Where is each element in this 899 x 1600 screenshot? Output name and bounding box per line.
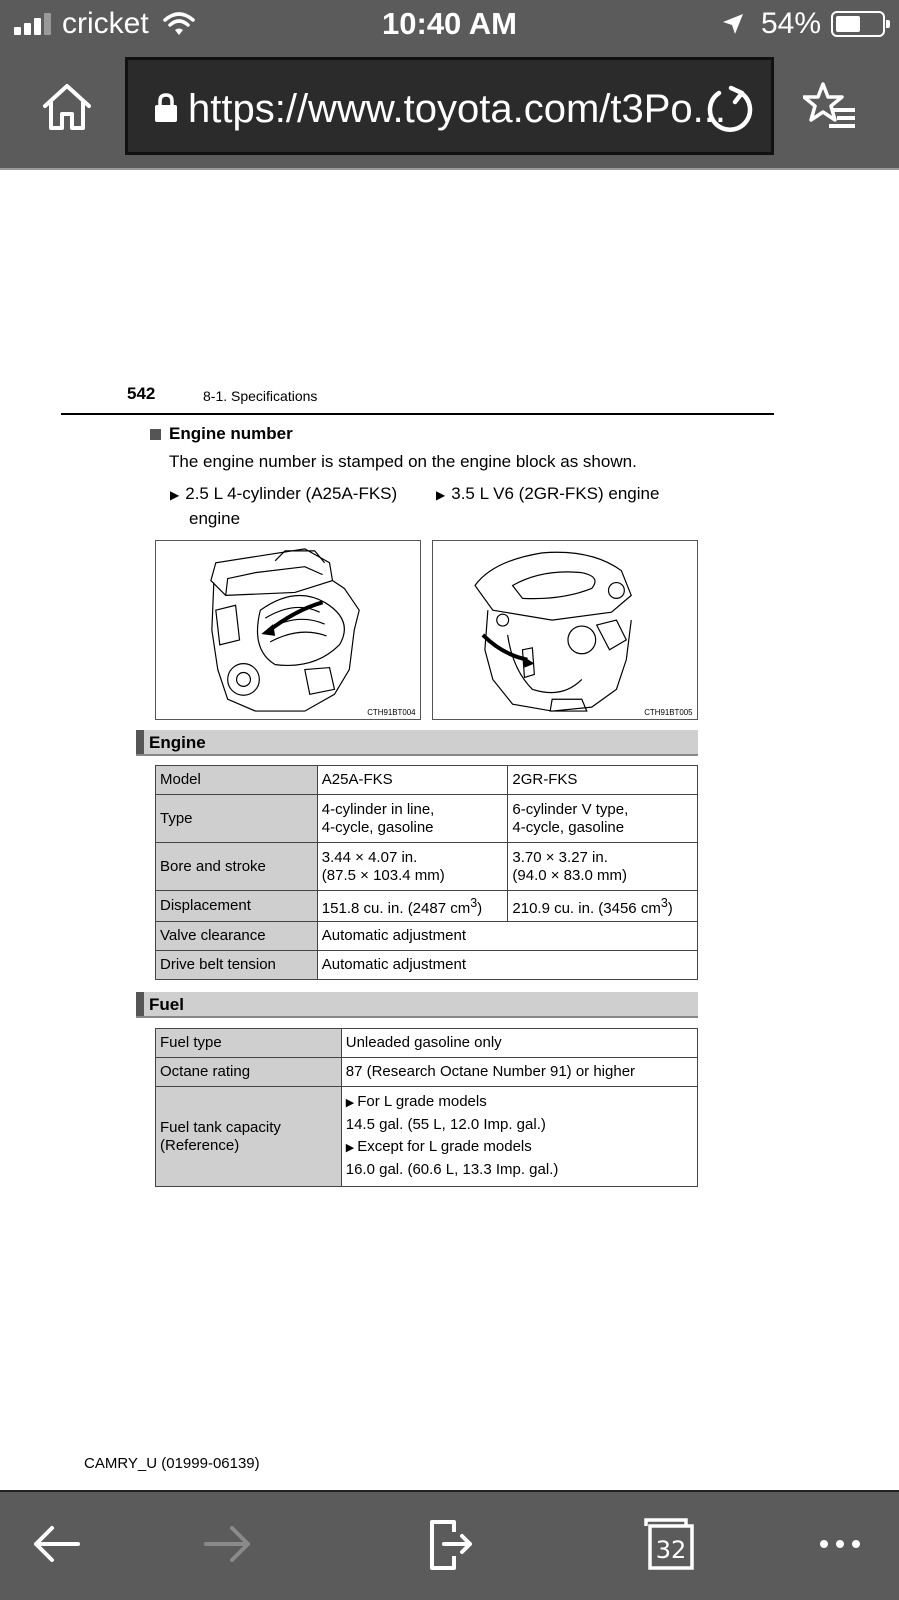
bullet-2grfks-text: 3.5 L V6 (2GR-FKS) engine [451,484,660,503]
location-arrow-icon [721,12,745,36]
table-row [156,1029,698,1058]
document-footer-code: CAMRY_U (01999-06139) [84,1455,260,1472]
cell-line [346,1091,693,1114]
fuel-section-header [136,992,698,1018]
cell-line: 6-cylinder V type, [512,800,629,818]
cell-value: 2GR-FKS [508,766,698,795]
cell-text: Except for L grade models [357,1138,532,1155]
cell-value [508,843,698,891]
row-label: Octane rating [156,1058,342,1087]
cell-line: 14.5 gal. (55 L, 12.0 Imp. gal.) [345,1116,546,1133]
engine-a25a-drawing [156,541,420,719]
status-right-group [721,6,885,42]
header-divider [61,413,774,415]
triangle-bullet-icon: ▶ [345,1097,355,1109]
table-row [156,951,698,980]
row-label [156,1087,342,1187]
engine-section-header [136,730,698,756]
battery-percent: 54% [760,7,821,40]
table-row [156,843,698,891]
tab-count: 32 [655,1536,687,1564]
cell-value [317,843,508,891]
browser-bottom-bar [0,1490,899,1600]
row-label: Drive belt tension [156,951,318,980]
cell-value [317,891,508,922]
table-row [156,1058,698,1087]
table-row [156,1087,698,1187]
engine-illustration-2grfks [432,540,698,720]
table-row [156,766,698,795]
cell-text: 210.9 cu. in. (3456 cm [512,900,661,917]
cell-value: 87 (Research Octane Number 91) or higher [341,1058,697,1087]
engine-number-title: Engine number [169,424,293,443]
cell-value: Unleaded gasoline only [341,1029,697,1058]
cell-value [341,1087,697,1187]
superscript: 3 [660,896,668,910]
battery-icon [831,11,885,37]
cell-text: ) [477,900,483,917]
document-page [0,172,899,1490]
table-row [156,891,698,922]
engine-section-title: Engine [149,733,206,752]
cell-line: (94.0 × 83.0 mm) [512,866,628,884]
forward-arrow-icon[interactable] [196,1516,256,1572]
cell-text: For L grade models [357,1093,487,1110]
row-label: Fuel type [156,1029,342,1058]
status-bar [0,0,899,50]
image1-code: CTH91BT004 [367,708,416,718]
fuel-section-title: Fuel [149,995,184,1014]
cell-line: 4-cycle, gasoline [321,818,434,836]
cell-line: 16.0 gal. (60.6 L, 13.3 Imp. gal.) [345,1161,559,1178]
triangle-bullet-icon: ▶ [436,488,446,502]
cell-line: 3.70 × 3.27 in. [512,848,608,866]
cell-value: Automatic adjustment [317,922,697,951]
bullet-2grfks [436,482,659,507]
engine-number-heading [150,424,293,444]
image2-code: CTH91BT005 [644,708,693,718]
fuel-spec-table [155,1028,698,1187]
bullet-a25a-text-cont: engine [189,509,241,528]
url-text: https://www.toyota.com/t3Po... [188,87,727,131]
cell-line: 3.44 × 4.07 in. [321,848,418,866]
back-arrow-icon[interactable] [28,1516,88,1572]
lock-icon [154,93,178,123]
engine-number-description: The engine number is stamped on the engine block as shown. [169,452,637,471]
cell-value: A25A-FKS [317,766,508,795]
engine-2grfks-drawing [433,541,697,719]
row-label: Model [156,766,318,795]
cell-line [346,1136,693,1159]
row-label: Valve clearance [156,922,318,951]
cell-value [508,795,698,843]
carrier-name: cricket [62,7,149,40]
triangle-bullet-icon: ▶ [170,488,180,502]
row-label: Type [156,795,318,843]
cell-value: Automatic adjustment [317,951,697,980]
favorites-star-list-icon[interactable] [803,80,859,136]
cell-text: 151.8 cu. in. (2487 cm [321,900,471,917]
row-label: Displacement [156,891,318,922]
table-row [156,795,698,843]
address-bar[interactable] [125,57,774,155]
cell-line: Fuel tank capacity [160,1118,281,1136]
home-icon[interactable] [40,80,94,134]
bullet-a25a [170,482,420,530]
cell-text: ) [667,900,673,917]
square-bullet-icon [150,429,161,440]
superscript: 3 [470,896,478,910]
engine-spec-table [155,765,698,980]
section-title: 8-1. Specifications [203,388,318,404]
cell-value [317,795,508,843]
more-icon[interactable] [812,1516,872,1572]
cell-line: (87.5 × 103.4 mm) [321,866,445,884]
cell-value [508,891,698,922]
cell-line: 4-cylinder in line, [321,800,435,818]
triangle-bullet-icon: ▶ [345,1142,355,1154]
reload-icon[interactable] [705,84,755,134]
engine-illustration-a25a [155,540,421,720]
share-icon[interactable] [420,1516,480,1572]
cell-line: 4-cycle, gasoline [512,818,625,836]
page-number: 542 [127,384,156,403]
table-row [156,922,698,951]
row-label: Bore and stroke [156,843,318,891]
browser-toolbar [0,50,899,170]
clock: 10:40 AM [382,6,517,41]
tabs-button[interactable] [640,1516,700,1572]
cell-line: (Reference) [160,1136,240,1154]
bullet-a25a-text: 2.5 L 4-cylinder (A25A-FKS) [185,484,398,503]
